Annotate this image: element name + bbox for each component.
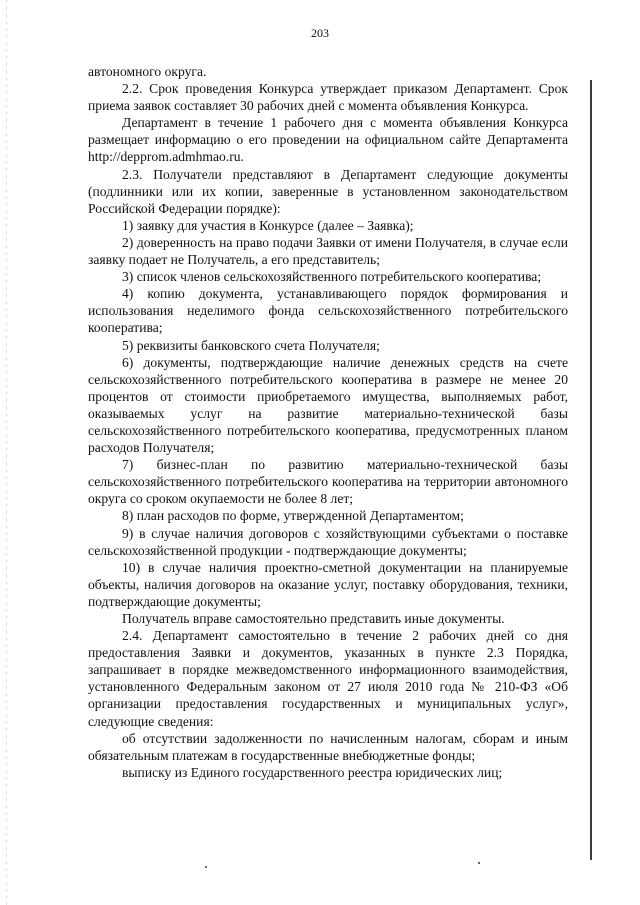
list-item: 7) бизнес-план по развитию материально-технической базы сельскохозяйственного потребительского кооператива на территории автономного округа со сроком окупаемости не более 8 лет;	[88, 457, 568, 507]
paragraph: 2.2. Срок проведения Конкурса утверждает приказом Департамент. Срок приема заявок составляет 30 рабочих дней с момента объявления Конкурса.	[88, 81, 568, 114]
paragraph: 2.4. Департамент самостоятельно в течение 2 рабочих дней со дня предоставления Заявки и документов, указанных в пункте 2.3 Порядка, запрашивает в порядке межведомственного информационного взаимодействия, установленного Федеральным законом от 27 июля 2010 года № 210-ФЗ «Об организации предоставления государственных и муниципальных услуг», следующие сведения:	[88, 628, 568, 729]
list-item: 5) реквизиты банковского счета Получателя;	[122, 337, 380, 353]
scan-speck	[205, 866, 207, 868]
scan-edge-right	[590, 80, 592, 860]
list-item: 10) в случае наличия проектно-сметной документации на планируемые объекты, наличия договоров на оказание услуг, поставку оборудования, техники, подтверждающие документы;	[88, 559, 568, 609]
list-item: 9) в случае наличия договоров с хозяйствующими субъектами о поставке сельскохозяйственной продукции - подтверждающие документы;	[88, 525, 568, 558]
list-item: 6) документы, подтверждающие наличие денежных средств на счете сельскохозяйственного потребительского кооператива в размере не менее 20 процентов от стоимости приобретаемого имущества, выполняемых работ, оказываемых услуг на развитие материально-технической базы сельскохозяйственного потребительского кооператива, предусмотренных планом расходов Получателя;	[88, 354, 568, 456]
list-item: 2) доверенность на право подачи Заявки от имени Получателя, в случае если заявку подает не Получатель, а его представитель;	[88, 234, 568, 268]
document-body	[88, 63, 568, 781]
scan-edge-left	[6, 0, 7, 905]
paragraph: об отсутствии задолженности по начисленным налогам, сборам и иным обязательным платежам в государственные внебюджетные фонды;	[88, 730, 568, 763]
scan-speck	[478, 862, 480, 864]
list-item: 4) копию документа, устанавливающего порядок формирования и использования неделимого фонда сельскохозяйственного потребительского кооператива;	[88, 286, 568, 336]
paragraph: Департамент в течение 1 рабочего дня с момента объявления Конкурса размещает информацию о его проведении на официальном сайте Департамента http://depprom.admhmao.ru.	[88, 115, 568, 165]
page-number: 203	[311, 26, 329, 40]
list-item: 8) план расходов по форме, утвержденной Департаментом;	[122, 508, 464, 524]
paragraph: автономного округа.	[88, 64, 207, 79]
list-item: 3) список членов сельскохозяйственного потребительского кооператива;	[122, 269, 542, 285]
paragraph: выписку из Единого государственного реестра юридических лиц;	[122, 764, 503, 780]
paragraph: 2.3. Получатели представляют в Департамент следующие документы (подлинники или их копии, заверенные в установленном законодательством Российской Федерации порядке):	[88, 166, 568, 216]
paragraph: Получатель вправе самостоятельно представить иные документы.	[122, 611, 505, 626]
list-item: 1) заявку для участия в Конкурсе (далее – Заявка);	[122, 217, 414, 233]
